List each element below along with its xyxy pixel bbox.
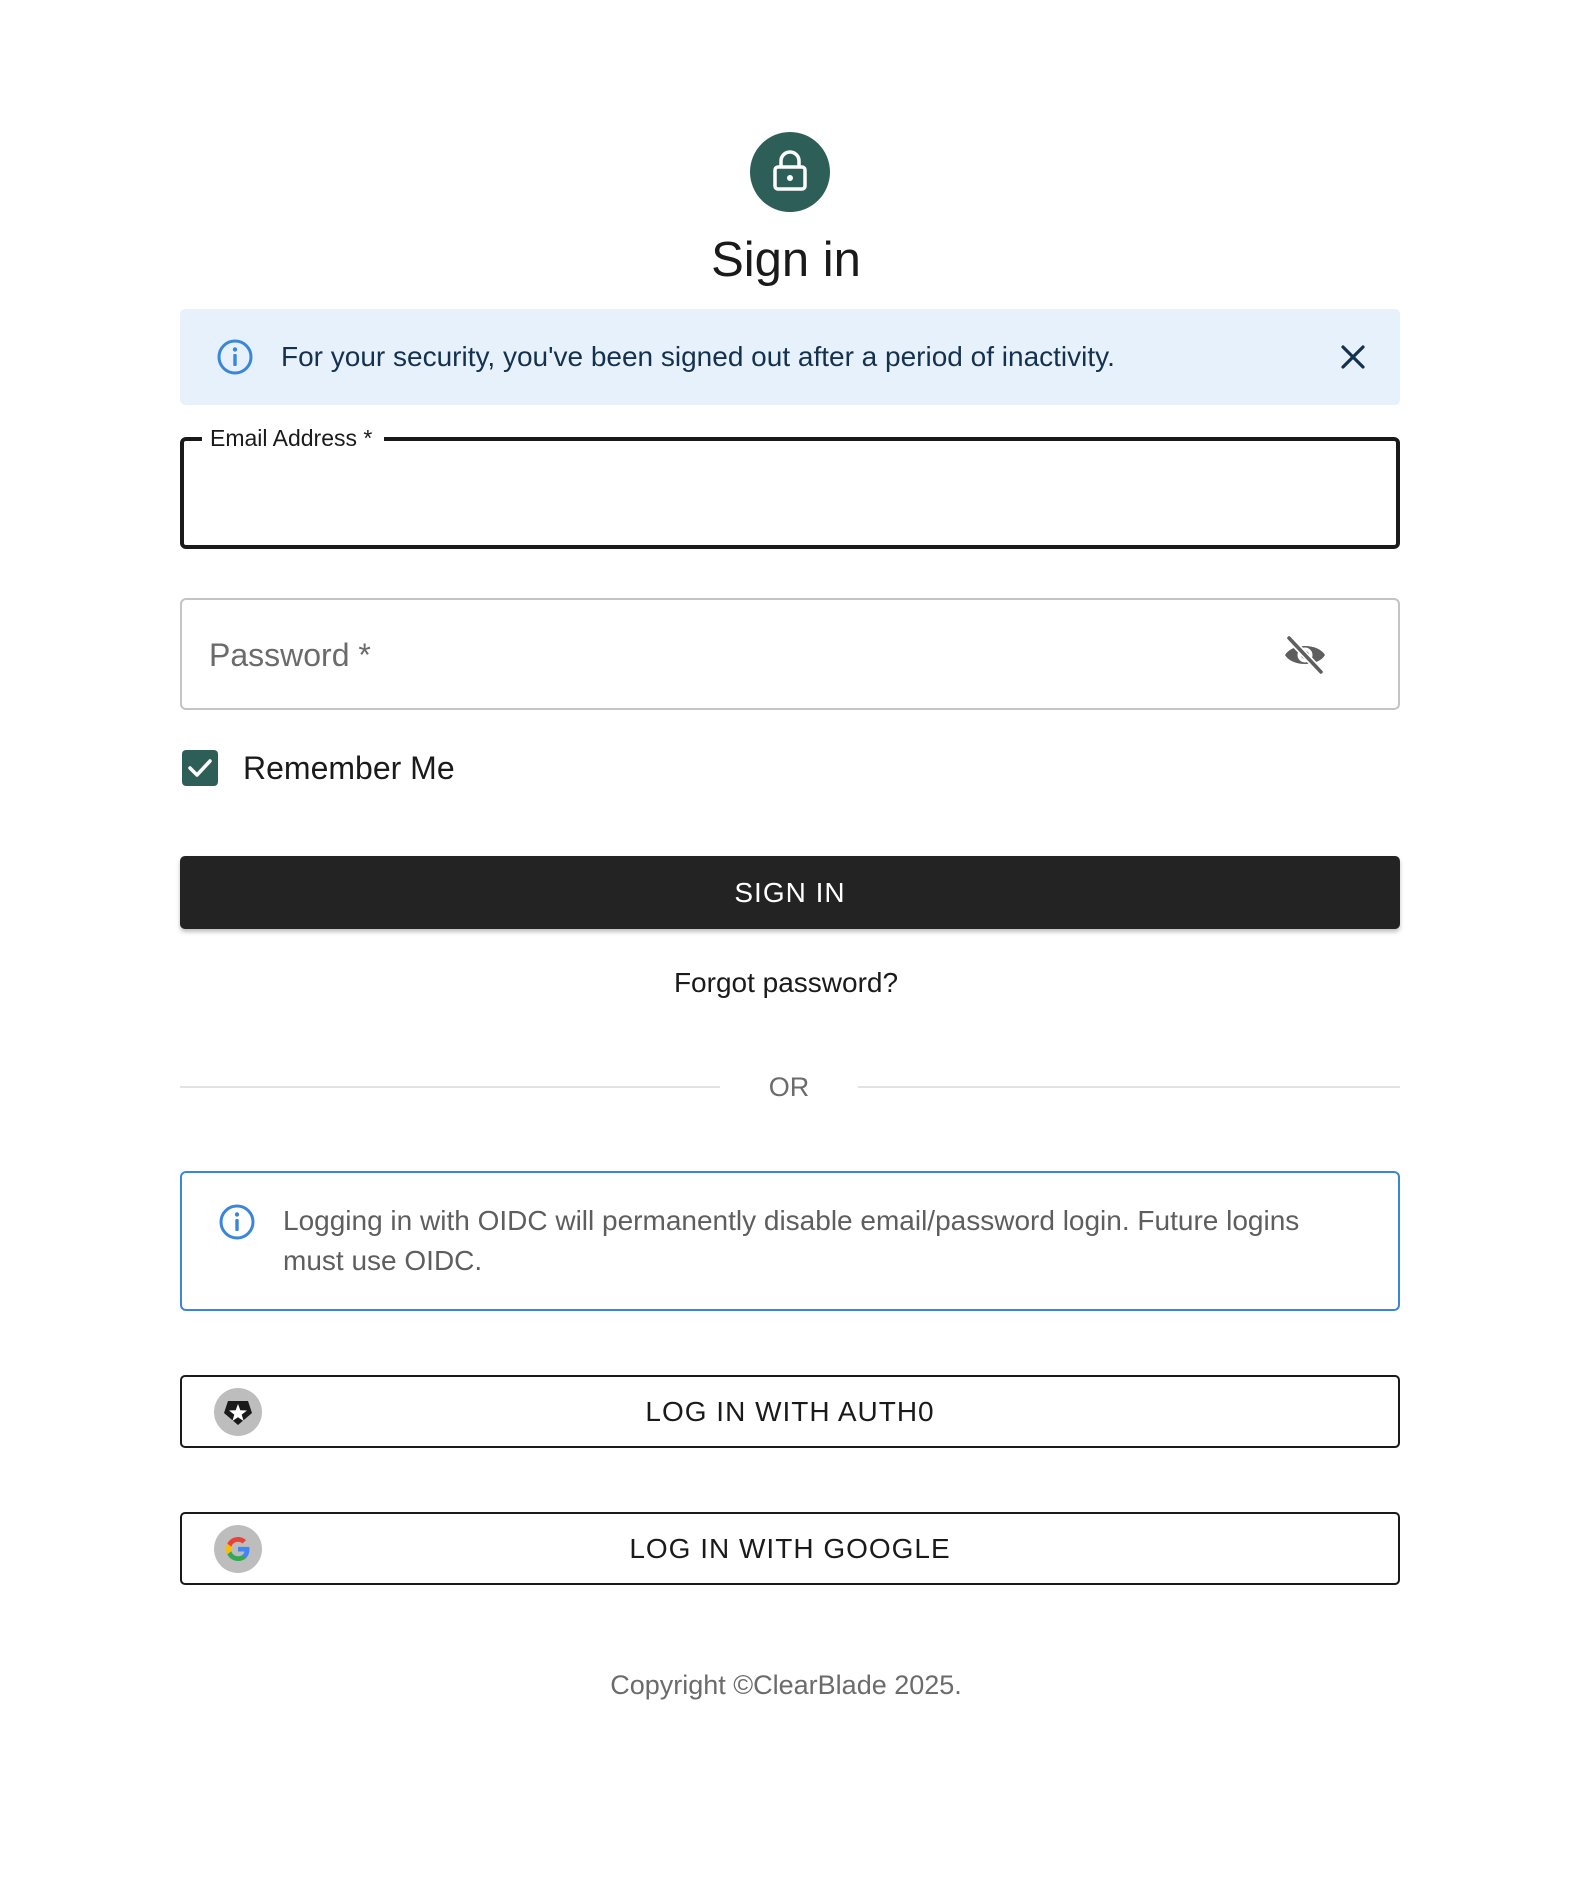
- email-field: [180, 425, 1400, 549]
- remember-me-checkbox[interactable]: [182, 750, 218, 786]
- info-icon: [218, 1203, 256, 1241]
- divider-line-left: [180, 1086, 720, 1088]
- page-title: Sign in: [711, 233, 861, 287]
- login-google-label: LOG IN WITH GOOGLE: [629, 1532, 951, 1564]
- session-timeout-message: For your security, you've been signed out after a period of inactivity.: [281, 341, 1115, 372]
- close-icon[interactable]: [1332, 336, 1374, 378]
- forgot-password-link[interactable]: Forgot password?: [673, 967, 899, 998]
- checkmark-icon: [186, 754, 214, 782]
- oidc-warning-message: Logging in with OIDC will permanently disable email/password login. Future logins must use OIDC.: [283, 1205, 1300, 1276]
- copyright-text: Copyright ©ClearBlade 2025.: [610, 1670, 962, 1700]
- remember-me-label: Remember Me: [243, 749, 455, 786]
- google-logo-icon: [214, 1525, 262, 1573]
- password-input[interactable]: [206, 600, 1286, 708]
- session-timeout-alert: [180, 309, 1400, 405]
- divider-label: OR: [768, 1072, 810, 1102]
- lock-avatar: [750, 132, 830, 212]
- email-label: Email Address *: [202, 421, 384, 455]
- sign-in-button[interactable]: SIGN IN: [180, 856, 1400, 929]
- login-google-button[interactable]: [180, 1512, 1400, 1585]
- oidc-warning-alert: [180, 1171, 1400, 1311]
- password-field: [180, 598, 1400, 710]
- login-auth0-button[interactable]: [180, 1375, 1400, 1448]
- login-auth0-label: LOG IN WITH AUTH0: [645, 1395, 935, 1427]
- info-icon: [216, 338, 254, 376]
- lock-icon: [770, 148, 810, 197]
- divider-line-right: [858, 1086, 1400, 1088]
- eye-off-icon[interactable]: [1280, 630, 1330, 680]
- email-input[interactable]: [208, 441, 1288, 545]
- password-placeholder: Password *: [209, 637, 371, 673]
- remember-me[interactable]: [182, 746, 455, 790]
- auth0-logo-icon: [214, 1388, 262, 1436]
